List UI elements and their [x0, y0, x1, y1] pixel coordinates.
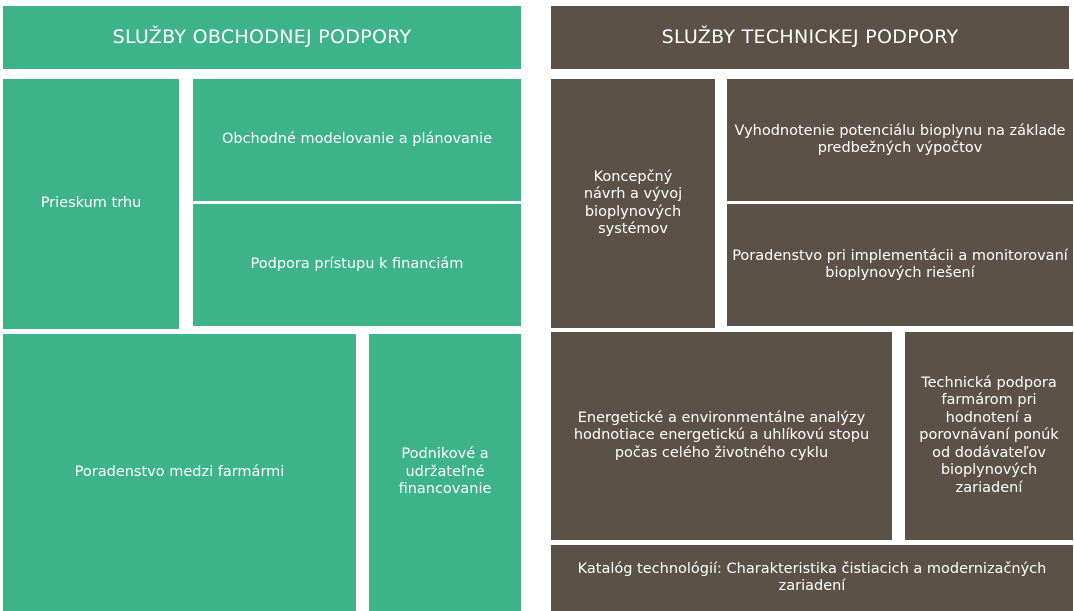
- market-research-box: [3, 79, 179, 329]
- technical-support-title: SLUŽBY TECHNICKEJ PODPORY: [661, 25, 959, 48]
- business-support-header: [3, 6, 521, 69]
- lifecycle-analysis-label: Energetické a environmentálne analýzy hodnotiace energetickú a uhlíkovú stopu počas celého životného cyklu: [573, 409, 870, 461]
- supplier-support-label: Technická podpora farmárom pri hodnotení a porovnávaní ponúk od dodávateľov bioplynových zariadení: [919, 374, 1059, 496]
- finance-access-label: Podpora prístupu k financiám: [250, 256, 464, 273]
- implementation-consulting-box: [727, 204, 1073, 326]
- concept-design-box: [551, 79, 715, 328]
- sustainable-finance-box: [369, 334, 521, 611]
- farmer-consulting-label: Poradenstvo medzi farmármi: [74, 463, 285, 480]
- implementation-consulting-label: Poradenstvo pri implementácii a monitorovaní bioplynových riešení: [732, 247, 1068, 281]
- business-modeling-box: [193, 79, 521, 201]
- finance-access-box: [193, 204, 521, 326]
- farmer-consulting-box: [3, 334, 356, 611]
- market-research-label: Prieskum trhu: [40, 195, 142, 212]
- concept-design-label: Koncepčný návrh a vývoj bioplynových systémov: [583, 168, 683, 237]
- technology-catalog-label: Katalóg technológií: Charakteristika čistiacich a modernizačných zariadení: [577, 560, 1047, 594]
- technology-catalog-box: [551, 545, 1073, 611]
- supplier-support-box: [905, 332, 1073, 540]
- technical-support-header: [551, 6, 1069, 69]
- sustainable-finance-label: Podnikové a udržateľné financovanie: [398, 446, 492, 498]
- lifecycle-analysis-box: [551, 332, 892, 540]
- business-modeling-label: Obchodné modelovanie a plánovanie: [221, 131, 493, 148]
- business-support-title: SLUŽBY OBCHODNEJ PODPORY: [112, 25, 412, 48]
- potential-evaluation-label: Vyhodnotenie potenciálu bioplynu na základe predbežných výpočtov: [734, 122, 1066, 156]
- potential-evaluation-box: [727, 79, 1073, 201]
